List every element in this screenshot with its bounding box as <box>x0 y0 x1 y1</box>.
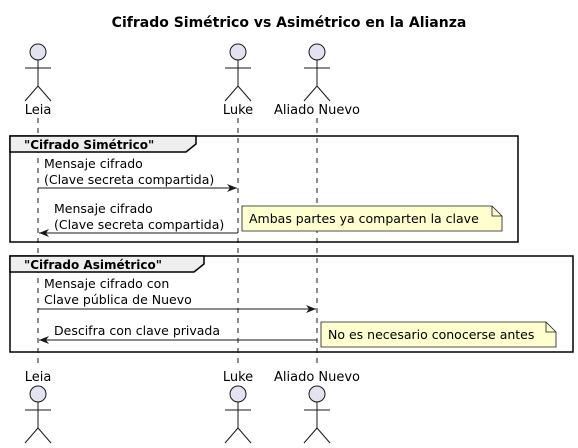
actor-aliado-top <box>274 44 360 118</box>
note-simetrico <box>242 206 502 231</box>
actor-luke-top <box>223 44 253 118</box>
actor-label-aliado-top: Aliado Nuevo <box>273 103 361 118</box>
actor-leia-bottom <box>25 370 52 443</box>
actor-label-aliado-bottom: Aliado Nuevo <box>273 370 361 385</box>
message-text: Descifra con clave privada <box>54 323 221 338</box>
actor-luke-bottom <box>223 370 253 443</box>
actor-leia-top <box>25 44 52 118</box>
note-text: Ambas partes ya comparten la clave <box>249 211 479 226</box>
message-text: Mensaje cifrado con <box>44 276 170 291</box>
message-leia-to-aliado <box>38 276 316 309</box>
message-text: (Clave secreta compartida) <box>54 217 225 232</box>
note-asimetrico <box>321 322 556 347</box>
message-leia-to-luke <box>38 156 237 188</box>
group-label-simetrico: "Cifrado Simétrico" <box>24 138 155 152</box>
message-text: Clave pública de Nuevo <box>44 292 192 307</box>
note-text: No es necesario conocerse antes <box>328 327 535 342</box>
message-text: (Clave secreta compartida) <box>44 172 215 187</box>
message-text: Mensaje cifrado <box>44 156 143 171</box>
message-aliado-to-leia <box>39 323 317 340</box>
diagram-title: Cifrado Simétrico vs Asimétrico en la Alianza <box>111 15 467 31</box>
group-label-asimetrico: "Cifrado Asimétrico" <box>24 258 162 272</box>
actor-label-luke-bottom: Luke <box>222 370 254 385</box>
actor-label-luke-top: Luke <box>222 103 254 118</box>
actor-aliado-bottom <box>274 370 360 443</box>
message-text: Mensaje cifrado <box>54 201 153 216</box>
actor-label-leia-bottom: Leia <box>24 370 52 385</box>
actor-label-leia-top: Leia <box>24 103 52 118</box>
message-luke-to-leia <box>39 201 238 233</box>
